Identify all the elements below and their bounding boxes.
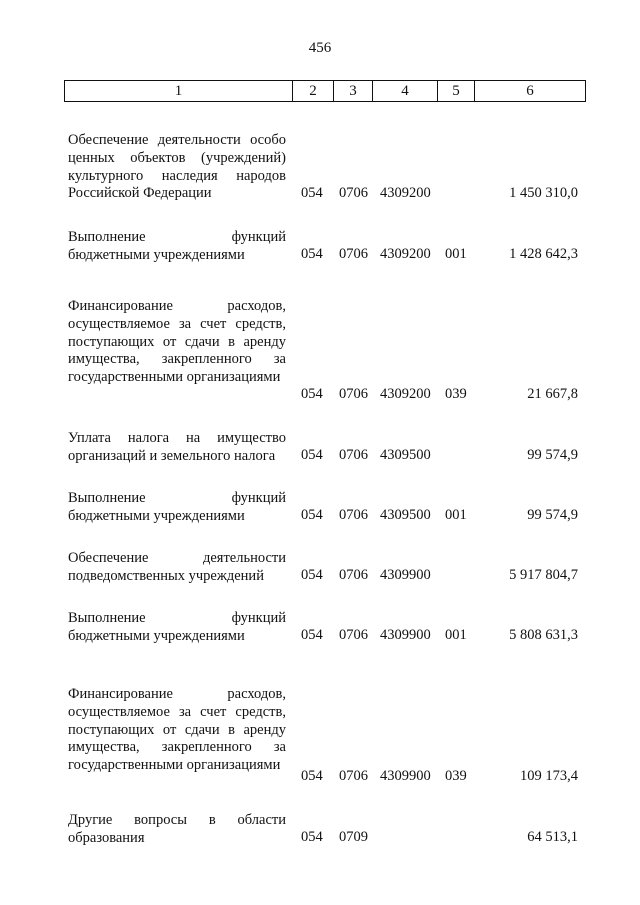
row-col-5: 001 [445,507,467,523]
row-col-6: 5 808 631,3 [509,627,578,643]
row-col-3: 0706 [339,447,368,463]
row-col-4: 4309200 [380,386,431,402]
row-col-6: 64 513,1 [527,829,578,845]
page-number: 456 [308,40,332,56]
row-col-5: 001 [445,627,467,643]
row-col-6: 109 173,4 [520,768,578,784]
row-col-2: 054 [301,507,323,523]
row-col-6: 21 667,8 [527,386,578,402]
header-col-6: 6 [526,82,534,99]
row-col-5: 039 [445,386,467,402]
row-col-3: 0709 [339,829,368,845]
header-col-2: 2 [293,81,334,101]
row-col-2: 054 [301,185,323,201]
header-col-1: 1 [65,81,293,101]
row-description: Обеспечение деятельности подведомственных учреждений [68,550,286,584]
row-col-4: 4309500 [380,507,431,523]
row-description: Уплата налога на имущество организаций и земельного налога [68,430,286,464]
row-description: Финансирование расходов, осуществляемое за счет средств, поступающих от сдачи в аренду имущества, закрепленного за государственными организациями [68,298,286,386]
row-col-6: 99 574,9 [527,447,578,463]
row-col-2: 054 [301,768,323,784]
row-col-5: 001 [445,246,467,262]
row-col-4: 4309900 [380,768,431,784]
row-col-3: 0706 [339,567,368,583]
row-col-4: 4309900 [380,627,431,643]
row-col-2: 054 [301,447,323,463]
row-col-3: 0706 [339,185,368,201]
row-col-3: 0706 [339,627,368,643]
row-description: Выполнение функций бюджетными учреждениями [68,610,286,644]
row-description: Выполнение функций бюджетными учреждениями [68,229,286,263]
row-col-6: 99 574,9 [527,507,578,523]
row-col-2: 054 [301,567,323,583]
row-col-2: 054 [301,627,323,643]
row-col-4: 4309200 [380,246,431,262]
row-col-4: 4309500 [380,447,431,463]
row-col-4: 4309900 [380,567,431,583]
row-col-3: 0706 [339,507,368,523]
table-header [64,80,586,102]
header-col-3: 3 [334,81,373,101]
row-col-2: 054 [301,386,323,402]
row-description: Другие вопросы в области образования [68,812,286,846]
row-col-6: 5 917 804,7 [509,567,578,583]
row-col-4: 4309200 [380,185,431,201]
row-col-3: 0706 [339,768,368,784]
row-col-2: 054 [301,829,323,845]
row-description: Обеспечение деятельности особо ценных объектов (учреждений) культурного наследия народов Российской Федерации [68,132,286,202]
header-col-5: 5 [438,81,475,101]
row-col-5: 039 [445,768,467,784]
row-col-6: 1 450 310,0 [509,185,578,201]
header-col-4: 4 [373,81,438,101]
row-col-3: 0706 [339,246,368,262]
row-col-2: 054 [301,246,323,262]
row-description: Выполнение функций бюджетными учреждениями [68,490,286,524]
row-col-3: 0706 [339,386,368,402]
row-description: Финансирование расходов, осуществляемое за счет средств, поступающих от сдачи в аренду имущества, закрепленного за государственными организациями [68,686,286,774]
row-col-6: 1 428 642,3 [509,246,578,262]
